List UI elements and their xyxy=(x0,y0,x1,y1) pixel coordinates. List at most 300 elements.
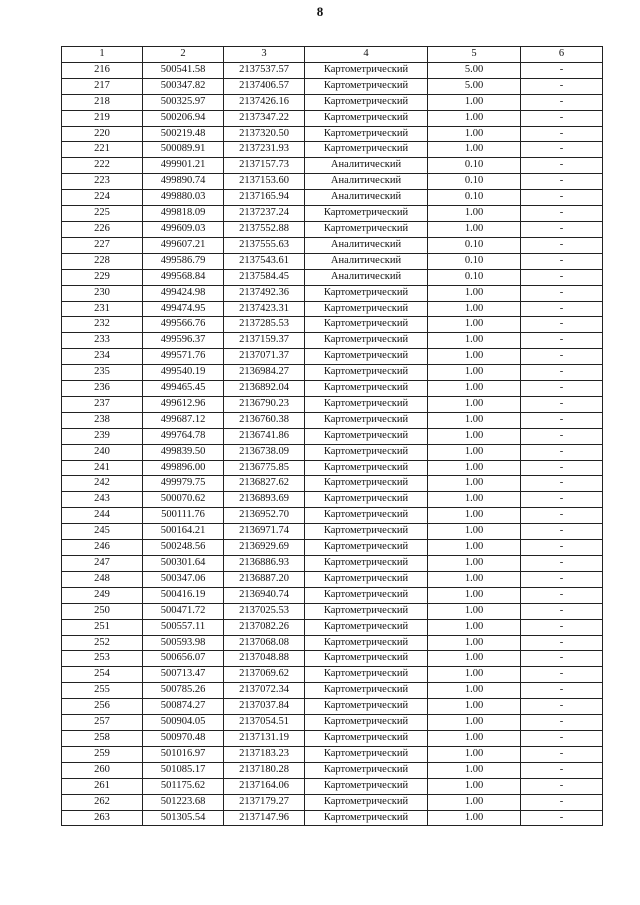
point-number-cell: 225 xyxy=(62,206,143,222)
method-cell: Картометрический xyxy=(305,317,428,333)
y-coordinate-cell: 2137552.88 xyxy=(224,221,305,237)
y-coordinate-cell: 2137183.23 xyxy=(224,746,305,762)
x-coordinate-cell: 499979.75 xyxy=(143,476,224,492)
method-cell: Аналитический xyxy=(305,269,428,285)
note-cell: - xyxy=(521,412,603,428)
x-coordinate-cell: 500785.26 xyxy=(143,683,224,699)
method-cell: Картометрический xyxy=(305,333,428,349)
x-coordinate-cell: 500111.76 xyxy=(143,508,224,524)
coordinates-table xyxy=(61,46,603,826)
point-number-cell: 244 xyxy=(62,508,143,524)
y-coordinate-cell: 2137423.31 xyxy=(224,301,305,317)
point-number-cell: 228 xyxy=(62,253,143,269)
note-cell: - xyxy=(521,381,603,397)
point-number-cell: 245 xyxy=(62,524,143,540)
note-cell: - xyxy=(521,778,603,794)
column-header-1: 1 xyxy=(62,47,143,63)
point-number-cell: 232 xyxy=(62,317,143,333)
x-coordinate-cell: 499568.84 xyxy=(143,269,224,285)
accuracy-cell: 1.00 xyxy=(428,571,521,587)
table-row xyxy=(62,94,603,110)
table-row xyxy=(62,746,603,762)
point-number-cell: 252 xyxy=(62,635,143,651)
y-coordinate-cell: 2136940.74 xyxy=(224,587,305,603)
method-cell: Аналитический xyxy=(305,174,428,190)
method-cell: Картометрический xyxy=(305,619,428,635)
method-cell: Картометрический xyxy=(305,476,428,492)
accuracy-cell: 0.10 xyxy=(428,253,521,269)
y-coordinate-cell: 2137025.53 xyxy=(224,603,305,619)
point-number-cell: 234 xyxy=(62,349,143,365)
x-coordinate-cell: 499764.78 xyxy=(143,428,224,444)
point-number-cell: 263 xyxy=(62,810,143,826)
accuracy-cell: 1.00 xyxy=(428,412,521,428)
note-cell: - xyxy=(521,715,603,731)
x-coordinate-cell: 500557.11 xyxy=(143,619,224,635)
point-number-cell: 261 xyxy=(62,778,143,794)
point-number-cell: 223 xyxy=(62,174,143,190)
y-coordinate-cell: 2137320.50 xyxy=(224,126,305,142)
method-cell: Картометрический xyxy=(305,556,428,572)
x-coordinate-cell: 499465.45 xyxy=(143,381,224,397)
column-header-4: 4 xyxy=(305,47,428,63)
table-row xyxy=(62,396,603,412)
table-row xyxy=(62,651,603,667)
table-row xyxy=(62,78,603,94)
point-number-cell: 219 xyxy=(62,110,143,126)
y-coordinate-cell: 2136741.86 xyxy=(224,428,305,444)
accuracy-cell: 1.00 xyxy=(428,540,521,556)
method-cell: Картометрический xyxy=(305,603,428,619)
note-cell: - xyxy=(521,301,603,317)
note-cell: - xyxy=(521,206,603,222)
method-cell: Картометрический xyxy=(305,794,428,810)
x-coordinate-cell: 499424.98 xyxy=(143,285,224,301)
point-number-cell: 257 xyxy=(62,715,143,731)
table-row xyxy=(62,174,603,190)
y-coordinate-cell: 2136952.70 xyxy=(224,508,305,524)
note-cell: - xyxy=(521,810,603,826)
point-number-cell: 243 xyxy=(62,492,143,508)
accuracy-cell: 1.00 xyxy=(428,746,521,762)
note-cell: - xyxy=(521,237,603,253)
note-cell: - xyxy=(521,571,603,587)
accuracy-cell: 1.00 xyxy=(428,715,521,731)
x-coordinate-cell: 499540.19 xyxy=(143,365,224,381)
table-row xyxy=(62,571,603,587)
table-row xyxy=(62,540,603,556)
note-cell: - xyxy=(521,349,603,365)
method-cell: Картометрический xyxy=(305,428,428,444)
x-coordinate-cell: 499566.76 xyxy=(143,317,224,333)
point-number-cell: 236 xyxy=(62,381,143,397)
x-coordinate-cell: 500904.05 xyxy=(143,715,224,731)
table-row xyxy=(62,603,603,619)
x-coordinate-cell: 501085.17 xyxy=(143,762,224,778)
note-cell: - xyxy=(521,253,603,269)
point-number-cell: 253 xyxy=(62,651,143,667)
note-cell: - xyxy=(521,699,603,715)
table-row xyxy=(62,715,603,731)
x-coordinate-cell: 499586.79 xyxy=(143,253,224,269)
y-coordinate-cell: 2137069.62 xyxy=(224,667,305,683)
y-coordinate-cell: 2136790.23 xyxy=(224,396,305,412)
x-coordinate-cell: 500416.19 xyxy=(143,587,224,603)
table-body xyxy=(62,62,603,826)
method-cell: Картометрический xyxy=(305,635,428,651)
table-row xyxy=(62,365,603,381)
accuracy-cell: 1.00 xyxy=(428,667,521,683)
accuracy-cell: 1.00 xyxy=(428,317,521,333)
point-number-cell: 242 xyxy=(62,476,143,492)
accuracy-cell: 1.00 xyxy=(428,794,521,810)
method-cell: Картометрический xyxy=(305,667,428,683)
point-number-cell: 241 xyxy=(62,460,143,476)
note-cell: - xyxy=(521,269,603,285)
accuracy-cell: 1.00 xyxy=(428,556,521,572)
point-number-cell: 226 xyxy=(62,221,143,237)
x-coordinate-cell: 499596.37 xyxy=(143,333,224,349)
note-cell: - xyxy=(521,333,603,349)
y-coordinate-cell: 2137231.93 xyxy=(224,142,305,158)
point-number-cell: 240 xyxy=(62,444,143,460)
y-coordinate-cell: 2137037.84 xyxy=(224,699,305,715)
x-coordinate-cell: 499890.74 xyxy=(143,174,224,190)
table-row xyxy=(62,730,603,746)
note-cell: - xyxy=(521,158,603,174)
note-cell: - xyxy=(521,142,603,158)
method-cell: Аналитический xyxy=(305,190,428,206)
accuracy-cell: 0.10 xyxy=(428,158,521,174)
table-row xyxy=(62,206,603,222)
x-coordinate-cell: 500713.47 xyxy=(143,667,224,683)
note-cell: - xyxy=(521,683,603,699)
y-coordinate-cell: 2137082.26 xyxy=(224,619,305,635)
method-cell: Картометрический xyxy=(305,762,428,778)
x-coordinate-cell: 499839.50 xyxy=(143,444,224,460)
method-cell: Картометрический xyxy=(305,126,428,142)
table-row xyxy=(62,762,603,778)
x-coordinate-cell: 499901.21 xyxy=(143,158,224,174)
table-row xyxy=(62,444,603,460)
note-cell: - xyxy=(521,492,603,508)
method-cell: Картометрический xyxy=(305,365,428,381)
accuracy-cell: 1.00 xyxy=(428,492,521,508)
y-coordinate-cell: 2137537.57 xyxy=(224,62,305,78)
x-coordinate-cell: 501305.54 xyxy=(143,810,224,826)
table-row xyxy=(62,237,603,253)
y-coordinate-cell: 2137426.16 xyxy=(224,94,305,110)
method-cell: Картометрический xyxy=(305,492,428,508)
y-coordinate-cell: 2137180.28 xyxy=(224,762,305,778)
method-cell: Картометрический xyxy=(305,94,428,110)
y-coordinate-cell: 2137406.57 xyxy=(224,78,305,94)
note-cell: - xyxy=(521,174,603,190)
accuracy-cell: 1.00 xyxy=(428,126,521,142)
y-coordinate-cell: 2137131.19 xyxy=(224,730,305,746)
y-coordinate-cell: 2137285.53 xyxy=(224,317,305,333)
x-coordinate-cell: 499571.76 xyxy=(143,349,224,365)
x-coordinate-cell: 499818.09 xyxy=(143,206,224,222)
accuracy-cell: 1.00 xyxy=(428,587,521,603)
accuracy-cell: 1.00 xyxy=(428,381,521,397)
x-coordinate-cell: 500164.21 xyxy=(143,524,224,540)
table-row xyxy=(62,699,603,715)
point-number-cell: 239 xyxy=(62,428,143,444)
accuracy-cell: 1.00 xyxy=(428,603,521,619)
point-number-cell: 260 xyxy=(62,762,143,778)
x-coordinate-cell: 499474.95 xyxy=(143,301,224,317)
note-cell: - xyxy=(521,396,603,412)
y-coordinate-cell: 2137492.36 xyxy=(224,285,305,301)
y-coordinate-cell: 2136738.09 xyxy=(224,444,305,460)
column-header-2: 2 xyxy=(143,47,224,63)
point-number-cell: 235 xyxy=(62,365,143,381)
table-row xyxy=(62,683,603,699)
y-coordinate-cell: 2137179.27 xyxy=(224,794,305,810)
note-cell: - xyxy=(521,524,603,540)
method-cell: Картометрический xyxy=(305,540,428,556)
method-cell: Картометрический xyxy=(305,810,428,826)
method-cell: Картометрический xyxy=(305,412,428,428)
accuracy-cell: 1.00 xyxy=(428,508,521,524)
accuracy-cell: 1.00 xyxy=(428,206,521,222)
accuracy-cell: 1.00 xyxy=(428,444,521,460)
accuracy-cell: 1.00 xyxy=(428,301,521,317)
accuracy-cell: 1.00 xyxy=(428,333,521,349)
method-cell: Картометрический xyxy=(305,444,428,460)
y-coordinate-cell: 2137347.22 xyxy=(224,110,305,126)
method-cell: Картометрический xyxy=(305,301,428,317)
x-coordinate-cell: 500541.58 xyxy=(143,62,224,78)
method-cell: Аналитический xyxy=(305,253,428,269)
method-cell: Картометрический xyxy=(305,381,428,397)
note-cell: - xyxy=(521,635,603,651)
x-coordinate-cell: 499896.00 xyxy=(143,460,224,476)
y-coordinate-cell: 2137048.88 xyxy=(224,651,305,667)
note-cell: - xyxy=(521,730,603,746)
point-number-cell: 250 xyxy=(62,603,143,619)
y-coordinate-cell: 2137054.51 xyxy=(224,715,305,731)
y-coordinate-cell: 2136886.93 xyxy=(224,556,305,572)
accuracy-cell: 1.00 xyxy=(428,110,521,126)
table-row xyxy=(62,667,603,683)
y-coordinate-cell: 2137159.37 xyxy=(224,333,305,349)
point-number-cell: 217 xyxy=(62,78,143,94)
point-number-cell: 262 xyxy=(62,794,143,810)
x-coordinate-cell: 500301.64 xyxy=(143,556,224,572)
method-cell: Картометрический xyxy=(305,285,428,301)
table-row xyxy=(62,62,603,78)
point-number-cell: 216 xyxy=(62,62,143,78)
column-header-5: 5 xyxy=(428,47,521,63)
note-cell: - xyxy=(521,317,603,333)
y-coordinate-cell: 2136887.20 xyxy=(224,571,305,587)
accuracy-cell: 1.00 xyxy=(428,476,521,492)
method-cell: Аналитический xyxy=(305,237,428,253)
method-cell: Картометрический xyxy=(305,62,428,78)
x-coordinate-cell: 501223.68 xyxy=(143,794,224,810)
note-cell: - xyxy=(521,603,603,619)
accuracy-cell: 5.00 xyxy=(428,78,521,94)
table-row xyxy=(62,190,603,206)
accuracy-cell: 1.00 xyxy=(428,428,521,444)
x-coordinate-cell: 500219.48 xyxy=(143,126,224,142)
y-coordinate-cell: 2137543.61 xyxy=(224,253,305,269)
note-cell: - xyxy=(521,78,603,94)
accuracy-cell: 1.00 xyxy=(428,635,521,651)
x-coordinate-cell: 500206.94 xyxy=(143,110,224,126)
note-cell: - xyxy=(521,126,603,142)
x-coordinate-cell: 499612.96 xyxy=(143,396,224,412)
point-number-cell: 246 xyxy=(62,540,143,556)
accuracy-cell: 0.10 xyxy=(428,237,521,253)
table-row xyxy=(62,158,603,174)
method-cell: Картометрический xyxy=(305,746,428,762)
table-row xyxy=(62,349,603,365)
accuracy-cell: 1.00 xyxy=(428,396,521,412)
x-coordinate-cell: 501175.62 xyxy=(143,778,224,794)
point-number-cell: 230 xyxy=(62,285,143,301)
y-coordinate-cell: 2136929.69 xyxy=(224,540,305,556)
accuracy-cell: 1.00 xyxy=(428,699,521,715)
y-coordinate-cell: 2137153.60 xyxy=(224,174,305,190)
table-row xyxy=(62,381,603,397)
accuracy-cell: 0.10 xyxy=(428,269,521,285)
method-cell: Картометрический xyxy=(305,778,428,794)
y-coordinate-cell: 2137147.96 xyxy=(224,810,305,826)
y-coordinate-cell: 2137071.37 xyxy=(224,349,305,365)
note-cell: - xyxy=(521,110,603,126)
method-cell: Картометрический xyxy=(305,715,428,731)
y-coordinate-cell: 2137164.06 xyxy=(224,778,305,794)
note-cell: - xyxy=(521,94,603,110)
accuracy-cell: 1.00 xyxy=(428,683,521,699)
x-coordinate-cell: 501016.97 xyxy=(143,746,224,762)
point-number-cell: 256 xyxy=(62,699,143,715)
accuracy-cell: 1.00 xyxy=(428,460,521,476)
point-number-cell: 259 xyxy=(62,746,143,762)
accuracy-cell: 1.00 xyxy=(428,619,521,635)
accuracy-cell: 1.00 xyxy=(428,524,521,540)
x-coordinate-cell: 500656.07 xyxy=(143,651,224,667)
point-number-cell: 248 xyxy=(62,571,143,587)
y-coordinate-cell: 2137068.08 xyxy=(224,635,305,651)
y-coordinate-cell: 2136775.85 xyxy=(224,460,305,476)
method-cell: Картометрический xyxy=(305,460,428,476)
method-cell: Картометрический xyxy=(305,699,428,715)
accuracy-cell: 1.00 xyxy=(428,778,521,794)
table-header xyxy=(62,47,603,63)
table-row xyxy=(62,285,603,301)
table-row xyxy=(62,508,603,524)
note-cell: - xyxy=(521,508,603,524)
point-number-cell: 229 xyxy=(62,269,143,285)
note-cell: - xyxy=(521,221,603,237)
method-cell: Картометрический xyxy=(305,110,428,126)
table-row xyxy=(62,412,603,428)
x-coordinate-cell: 499880.03 xyxy=(143,190,224,206)
note-cell: - xyxy=(521,190,603,206)
method-cell: Картометрический xyxy=(305,206,428,222)
method-cell: Картометрический xyxy=(305,221,428,237)
table-row xyxy=(62,778,603,794)
note-cell: - xyxy=(521,619,603,635)
x-coordinate-cell: 499609.03 xyxy=(143,221,224,237)
method-cell: Картометрический xyxy=(305,349,428,365)
y-coordinate-cell: 2137237.24 xyxy=(224,206,305,222)
x-coordinate-cell: 499687.12 xyxy=(143,412,224,428)
y-coordinate-cell: 2137165.94 xyxy=(224,190,305,206)
note-cell: - xyxy=(521,762,603,778)
note-cell: - xyxy=(521,444,603,460)
method-cell: Картометрический xyxy=(305,571,428,587)
table-row xyxy=(62,221,603,237)
method-cell: Картометрический xyxy=(305,142,428,158)
accuracy-cell: 0.10 xyxy=(428,174,521,190)
point-number-cell: 237 xyxy=(62,396,143,412)
y-coordinate-cell: 2137555.63 xyxy=(224,237,305,253)
note-cell: - xyxy=(521,794,603,810)
y-coordinate-cell: 2136971.74 xyxy=(224,524,305,540)
table-row xyxy=(62,635,603,651)
y-coordinate-cell: 2137072.34 xyxy=(224,683,305,699)
point-number-cell: 251 xyxy=(62,619,143,635)
point-number-cell: 220 xyxy=(62,126,143,142)
table-row xyxy=(62,317,603,333)
accuracy-cell: 5.00 xyxy=(428,62,521,78)
x-coordinate-cell: 500347.82 xyxy=(143,78,224,94)
note-cell: - xyxy=(521,556,603,572)
point-number-cell: 221 xyxy=(62,142,143,158)
table-row xyxy=(62,126,603,142)
page-number: 8 xyxy=(316,4,324,19)
note-cell: - xyxy=(521,460,603,476)
y-coordinate-cell: 2136827.62 xyxy=(224,476,305,492)
column-header-6: 6 xyxy=(521,47,603,63)
x-coordinate-cell: 500347.06 xyxy=(143,571,224,587)
x-coordinate-cell: 500593.98 xyxy=(143,635,224,651)
note-cell: - xyxy=(521,540,603,556)
note-cell: - xyxy=(521,428,603,444)
method-cell: Картометрический xyxy=(305,651,428,667)
method-cell: Картометрический xyxy=(305,396,428,412)
accuracy-cell: 1.00 xyxy=(428,365,521,381)
table-row xyxy=(62,794,603,810)
table-row xyxy=(62,142,603,158)
note-cell: - xyxy=(521,587,603,603)
point-number-cell: 224 xyxy=(62,190,143,206)
x-coordinate-cell: 500070.62 xyxy=(143,492,224,508)
accuracy-cell: 1.00 xyxy=(428,349,521,365)
method-cell: Картометрический xyxy=(305,78,428,94)
method-cell: Картометрический xyxy=(305,730,428,746)
note-cell: - xyxy=(521,285,603,301)
point-number-cell: 222 xyxy=(62,158,143,174)
table-row xyxy=(62,460,603,476)
accuracy-cell: 0.10 xyxy=(428,190,521,206)
x-coordinate-cell: 500970.48 xyxy=(143,730,224,746)
accuracy-cell: 1.00 xyxy=(428,142,521,158)
note-cell: - xyxy=(521,651,603,667)
point-number-cell: 218 xyxy=(62,94,143,110)
point-number-cell: 231 xyxy=(62,301,143,317)
table-row xyxy=(62,587,603,603)
y-coordinate-cell: 2136893.69 xyxy=(224,492,305,508)
table-row xyxy=(62,619,603,635)
table-row xyxy=(62,428,603,444)
x-coordinate-cell: 500248.56 xyxy=(143,540,224,556)
